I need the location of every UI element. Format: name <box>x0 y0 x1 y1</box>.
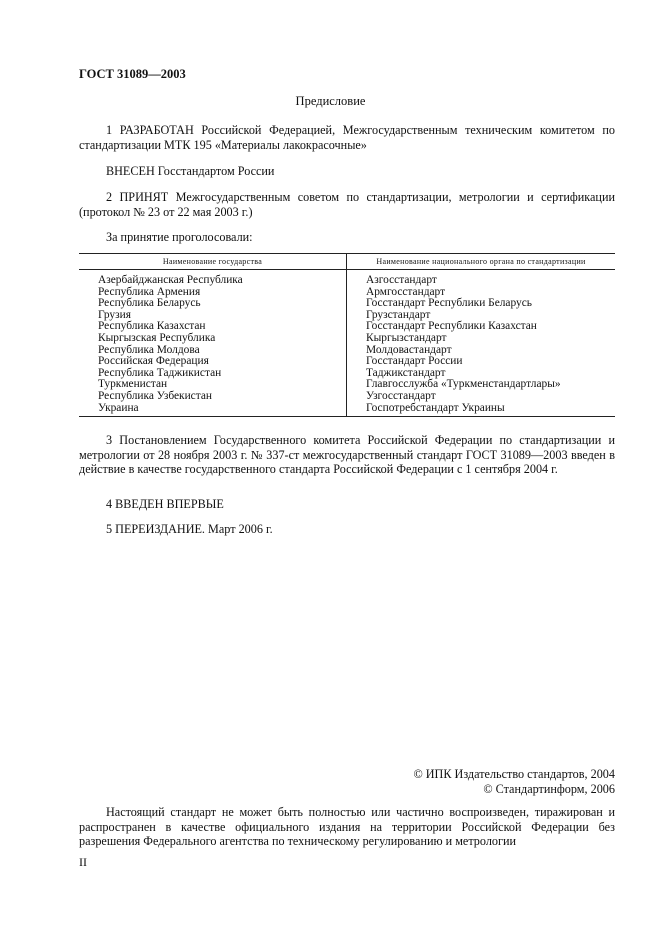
paragraph-1 <box>79 123 615 152</box>
state-name: Туркменистан <box>98 378 168 391</box>
paragraph-3-text: 3 Постановлением Государственного комитета Российской Федерации по стандартизации и метрологии от 28 ноября 2003 г. № 337-ст межгосударственный стандарт ГОСТ 31089—2003 введен в действие в качестве государственного стандарта Российской Федерации с 1 сентября 2004 г. <box>79 433 615 476</box>
voting-table <box>79 253 615 417</box>
body-name: Азгосстандарт <box>366 274 437 286</box>
body-name: Таджикстандарт <box>366 366 446 379</box>
state-name: Республика Беларусь <box>98 297 201 310</box>
document-id: ГОСТ 31089—2003 <box>79 67 186 81</box>
paragraph-2-text: 2 ПРИНЯТ Межгосударственным советом по стандартизации, метрологии и сертификации (протокол № 23 от 22 мая 2003 г.) <box>79 190 615 219</box>
state-name: Азербайджанская Республика <box>98 274 243 286</box>
copyright-line-1: © ИПК Издательство стандартов, 2004 <box>413 767 615 781</box>
paragraph-4: 4 ВВЕДЕН ВПЕРВЫЕ <box>106 497 224 511</box>
header-body: Наименование национального органа по стандартизации <box>347 254 616 270</box>
state-name: Республика Таджикистан <box>98 366 222 379</box>
header-state: Наименование государства <box>79 254 347 270</box>
paragraph-vote: За принятие проголосовали: <box>106 230 253 244</box>
state-name: Российская Федерация <box>98 355 209 368</box>
body-name: Узгосстандарт <box>366 389 436 402</box>
state-name: Республика Казахстан <box>98 320 206 333</box>
state-name: Республика Армения <box>98 285 201 298</box>
notice-paragraph <box>79 805 615 849</box>
state-name: Грузия <box>98 308 131 321</box>
body-name: Молдовастандарт <box>366 343 452 356</box>
body-name: Кыргызстандарт <box>366 331 447 344</box>
body-name: Госстандарт Республики Казахстан <box>366 320 537 333</box>
body-name: Главгосслужба «Туркменстандартлары» <box>366 378 561 391</box>
page-number: II <box>79 855 87 869</box>
state-name: Республика Молдова <box>98 343 200 356</box>
table-header-row <box>79 254 615 270</box>
body-name: Армгосстандарт <box>366 285 446 298</box>
notice-text: Настоящий стандарт не может быть полностью или частично воспроизведен, тиражирован и распространен в качестве официального издания на территории Российской Федерации без разрешения Федерального агентства по техническому регулированию и метрологии <box>79 805 615 848</box>
paragraph-vnesen: ВНЕСЕН Госстандартом России <box>106 164 275 178</box>
paragraph-2 <box>79 190 615 219</box>
copyright-line-2: © Стандартинформ, 2006 <box>483 782 615 796</box>
page-title: Предисловие <box>295 94 366 108</box>
state-name: Украина <box>98 401 139 414</box>
body-name: Госпотребстандарт Украины <box>366 401 505 414</box>
paragraph-1-text: 1 РАЗРАБОТАН Российской Федерацией, Межгосударственным техническим комитетом по стандартизации МТК 195 «Материалы лакокрасочные» <box>79 123 615 152</box>
states-column <box>79 270 347 417</box>
body-name: Госстандарт России <box>366 355 463 368</box>
paragraph-5: 5 ПЕРЕИЗДАНИЕ. Март 2006 г. <box>106 522 273 536</box>
state-name: Кыргызская Республика <box>98 331 216 344</box>
paragraph-3 <box>79 433 615 477</box>
body-name: Грузстандарт <box>366 308 431 321</box>
table-row <box>79 270 615 417</box>
body-name: Госстандарт Республики Беларусь <box>366 297 532 310</box>
bodies-column <box>347 270 616 417</box>
state-name: Республика Узбекистан <box>98 389 212 402</box>
